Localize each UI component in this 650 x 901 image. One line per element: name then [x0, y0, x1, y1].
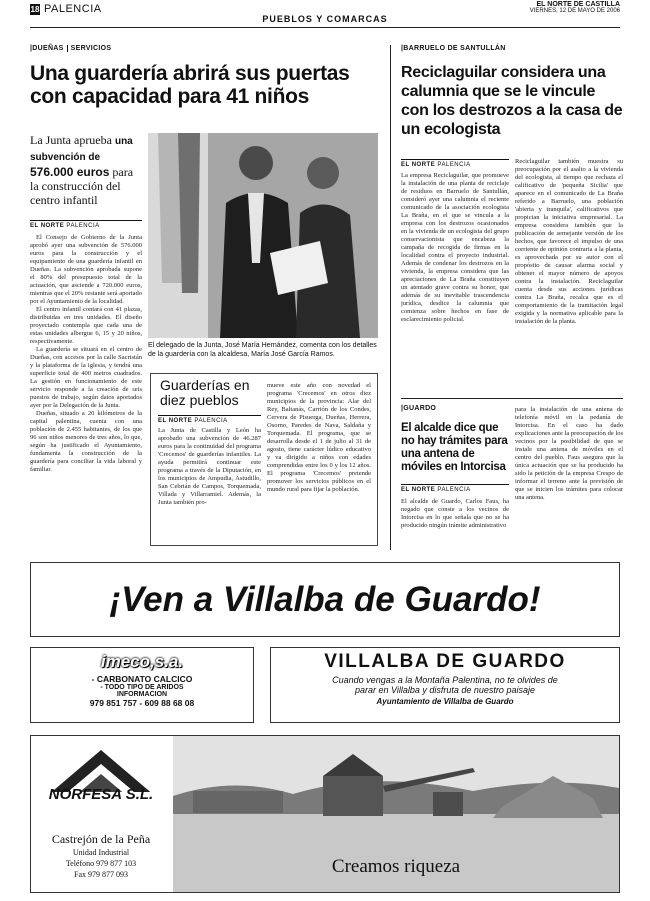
- story3-byline-paper: EL NORTE: [401, 487, 436, 493]
- story3-body-left: El alcalde de Guardo, Carlos Faus, ha negado que conste a los vecinos de Intorcisa en lo que señala que no se ha producido ningún trámite administrativo: [401, 498, 509, 529]
- imeco-line1: - CARBONATO CALCICO: [91, 674, 193, 684]
- story1-summary-a: La Junta aprueba: [30, 133, 112, 147]
- story2-byline-paper: EL NORTE: [401, 162, 436, 168]
- newspaper-name: EL NORTE DE CASTILLA: [536, 1, 620, 8]
- column-rule: [390, 45, 391, 550]
- villalba-sponsor: Ayuntamiento de Villalba de Guardo: [376, 697, 514, 706]
- story2-body-right: Reciclaguilar también muestra su preocupación por el asalto a la vivienda del ecologista, al tiempo que rechaza el calificativo de 'pequeña Sicilia' que aparece en el comunicado de La Braña referido a Barruelo, una población 'abierta y tranquila', calificativos que propician la iniciativa empresarial. La empresa considera también que la publicación de semejante versión de los hechos, que favorece el impulso de una corriente de opinión contraria a la planta, es aprovechada por su autor con el propósito de causar alarma social y obtener el mayor número de apoyos contra la instalación. Reciclaguilar cuenta desde sus acciones jurídicas contra La Braña, recalca que es el comportamiento de la tramitación legal exigida y la normativa aplicable para la instalación de la planta.: [515, 158, 623, 325]
- imeco-line3: INFORMACION: [116, 691, 168, 698]
- header-rule: [30, 27, 620, 28]
- story1-byline-paper: EL NORTE: [30, 223, 65, 229]
- story1-kicker: |DUEÑAS SERVICIOS: [30, 45, 112, 52]
- story1-summary-b: una subvención de: [30, 136, 133, 163]
- story1-summary-c: para la construcción del centro infantil: [30, 165, 134, 207]
- sidebar-byline: [158, 415, 261, 424]
- story3-kicker-text: GUARDO: [403, 405, 437, 412]
- villalba-slogan2: parar en Villalba y disfruta de nuestro paisaje: [355, 685, 535, 695]
- ad-norfesa: [30, 735, 620, 893]
- story3-byline-place: PALENCIA: [437, 487, 471, 493]
- story2-byline-place: PALENCIA: [437, 162, 471, 168]
- norfesa-unit: Unidad Industrial: [72, 848, 130, 857]
- story2-headline: Reciclaguilar considera una calumnia que se le vincule con los destrozos a la casa de un ecologista: [401, 64, 623, 138]
- story1-headline: Una guardería abrirá sus puertas con capacidad para 41 niños: [30, 62, 350, 108]
- story1-byline-place: PALENCIA: [66, 223, 100, 229]
- ad-banner-text: ¡Ven a Villalba de Guardo!: [109, 580, 541, 619]
- photo-illustration: [148, 133, 378, 338]
- norfesa-phone: Teléfono 979 877 103: [65, 859, 137, 868]
- sidebar-byline-paper: EL NORTE: [158, 418, 193, 424]
- norfesa-info: [31, 736, 171, 892]
- story2-byline: [401, 159, 509, 168]
- story3-byline: [401, 484, 509, 493]
- story1-byline: [30, 220, 142, 229]
- story3-body-right: para la instalación de una antena de telefonía móvil en la pedanía de Intorcisa. En el caso ha dado explicaciones ante la preocupación de los vecinos por la posibilidad de que se instale una antena de móviles en el centro del pueblo. Faus asegura que la única actuación que se ha producido ha sido la petición de la empresa Crespo de informar el terreno ante la previsión de que se inicien los trámites para colocar una antena.: [515, 406, 623, 501]
- story1-kicker-topic: SERVICIOS: [70, 45, 112, 52]
- photo-caption: El delegado de la Junta, José María Hernández, comenta con los detalles de la guardería con la alcaldesa, María José García Ramos.: [148, 342, 377, 358]
- norfesa-fax: Fax 979 877 093: [74, 870, 128, 879]
- story1-paragraph: El Consejo de Gobierno de la Junta aprobó ayer una subvención de 576.000 euros para la construcción y el equipamiento de una guardería infantil en Dueñas. La subvención aprobada supone el 80% del presupuesto total de la actuación, que asciende a 720.000 euros, mientras que el 20% restante será aportado por el Ayuntamiento de la localidad.: [30, 234, 142, 305]
- villalba-slogan1: Cuando vengas a la Montaña Palentina, no te olvides de: [332, 675, 558, 685]
- ad-villalba: [270, 647, 620, 723]
- sidebar-body-left: La Junta de Castilla y León ha aprobado una subvención de 46.287 euros para la continuidad del programa 'Crecemos' de guarderías infantiles. La ayuda permitirá continuar este programa a través de la Diputación, en los municipios de Ampudia, Astudillo, San Cebrián de Campos, Torquemada, Villada y Villarramiel. Además, la Junta también pro-: [158, 427, 261, 506]
- running-title: PUEBLOS Y COMARCAS: [262, 14, 388, 24]
- page-number: 18: [30, 5, 40, 14]
- masthead: [530, 1, 620, 15]
- imeco-phones: 979 851 757 - 609 88 68 08: [89, 698, 195, 708]
- norfesa-location: Castrejón de la Peña: [51, 832, 151, 846]
- story1-body: [30, 234, 142, 546]
- story1-paragraph: La guardería se situará en el centro de Dueñas, con accesos por la calle Sacristán y la plataforma de la iglesia, y tendrá una superficie total de 400 metros cuadrados. La gestión en funcionamiento de este servicio responde a la creación de seis puestos de trabajo, según datos aportados ayer por la Delegación de la Junta.: [30, 346, 142, 409]
- norfesa-slogan: Creamos riqueza: [331, 856, 461, 877]
- sidebar-byline-place: PALENCIA: [194, 418, 228, 424]
- imeco-logo: imeco,s.a.: [100, 652, 184, 671]
- story1-kicker-town: DUEÑAS: [32, 45, 67, 52]
- story2-kicker: |BARRUELO DE SANTULLÁN: [401, 45, 506, 52]
- story1-photo: [148, 133, 378, 338]
- story-divider: [401, 398, 623, 399]
- story3-headline: El alcalde dice que no hay trámites para una antena de móviles en Intorcisa: [401, 422, 508, 473]
- story1-summary-amount: 576.000 euros: [30, 165, 110, 179]
- story2-body-left: La empresa Reciclaguilar, que promueve la instalación de una planta de reciclaje de residuos en Barruelo de Santullán, consideró ayer una calumnia el reciente comunicado de la asociación ecologista La Braña, en el que se vincula a la empresa con los destrozos ocasionados en la vivienda de un ecologista del grupo conservacionista que encabeza la campaña de recogida de firmas en la localidad contra el proyecto industrial. Además de condenar los destrozos en la vivienda, la empresa considera que las apreciaciones de La Braña constituyen un atentado grave contra su honor, que además de su inevitable trascendencia jurídica, desdice la calumnia que comienza sobre hechos en fase de esclarecimiento policial.: [401, 172, 509, 323]
- sidebar-title-line1: Guarderías en: [160, 377, 250, 393]
- issue-date: VIERNES, 12 DE MAYO DE 2006: [529, 8, 620, 14]
- story1-paragraph: Dueñas, situado a 20 kilómetros de la capital palentina, cuenta con una población de 2.455 habitantes, de los que 96 son niños menores de tres años, lo que, según ha justificado el Ayuntamiento, fundamenta la construcción de la guardería para conciliar la vida laboral y familiar.: [30, 410, 142, 473]
- section-name: PALENCIA: [44, 3, 102, 15]
- story1-paragraph: El centro infantil contará con 41 plazas, distribuidas en tres unidades. El diseño proyectado contempla que cada una de estas unidades albergue 6, 15 y 20 niños, respectivamente.: [30, 306, 142, 345]
- ad-banner: [30, 562, 620, 637]
- story1-summary: [30, 133, 142, 207]
- sidebar-body-right: mueve este año con novedad el programa 'Crecemos' en otros diez municipios de la provincia: Alar del Rey, Baltanás, Carrión de los Condes, Cervera de Pisuerga, Dueñas, Herrera, Osorno, Paredes de Nava, Saldaña y Torquemada. El programa, que se desarrolla desde el 1 de julio al 31 de agosto, tiene carácter lúdico educativo y va dirigido a niños con edades comprendidas entre los 0 y los 12 años. El programa 'Crecemos' pretende promover los servicios públicos en el mundo rural para fijar la población.: [267, 382, 371, 493]
- sidebar-title-line2: diez pueblos: [160, 392, 239, 408]
- ad-imeco: [30, 647, 254, 723]
- story2-kicker-text: BARRUELO DE SANTULLÁN: [403, 45, 506, 52]
- imeco-line2: - TODO TIPO DE ARIDOS: [100, 684, 184, 691]
- sidebar-title: [160, 378, 250, 408]
- norfesa-brand: NORFESA S.L.: [48, 786, 154, 803]
- villalba-title: VILLALBA DE GUARDO: [324, 651, 566, 672]
- story3-kicker: |GUARDO: [401, 405, 437, 412]
